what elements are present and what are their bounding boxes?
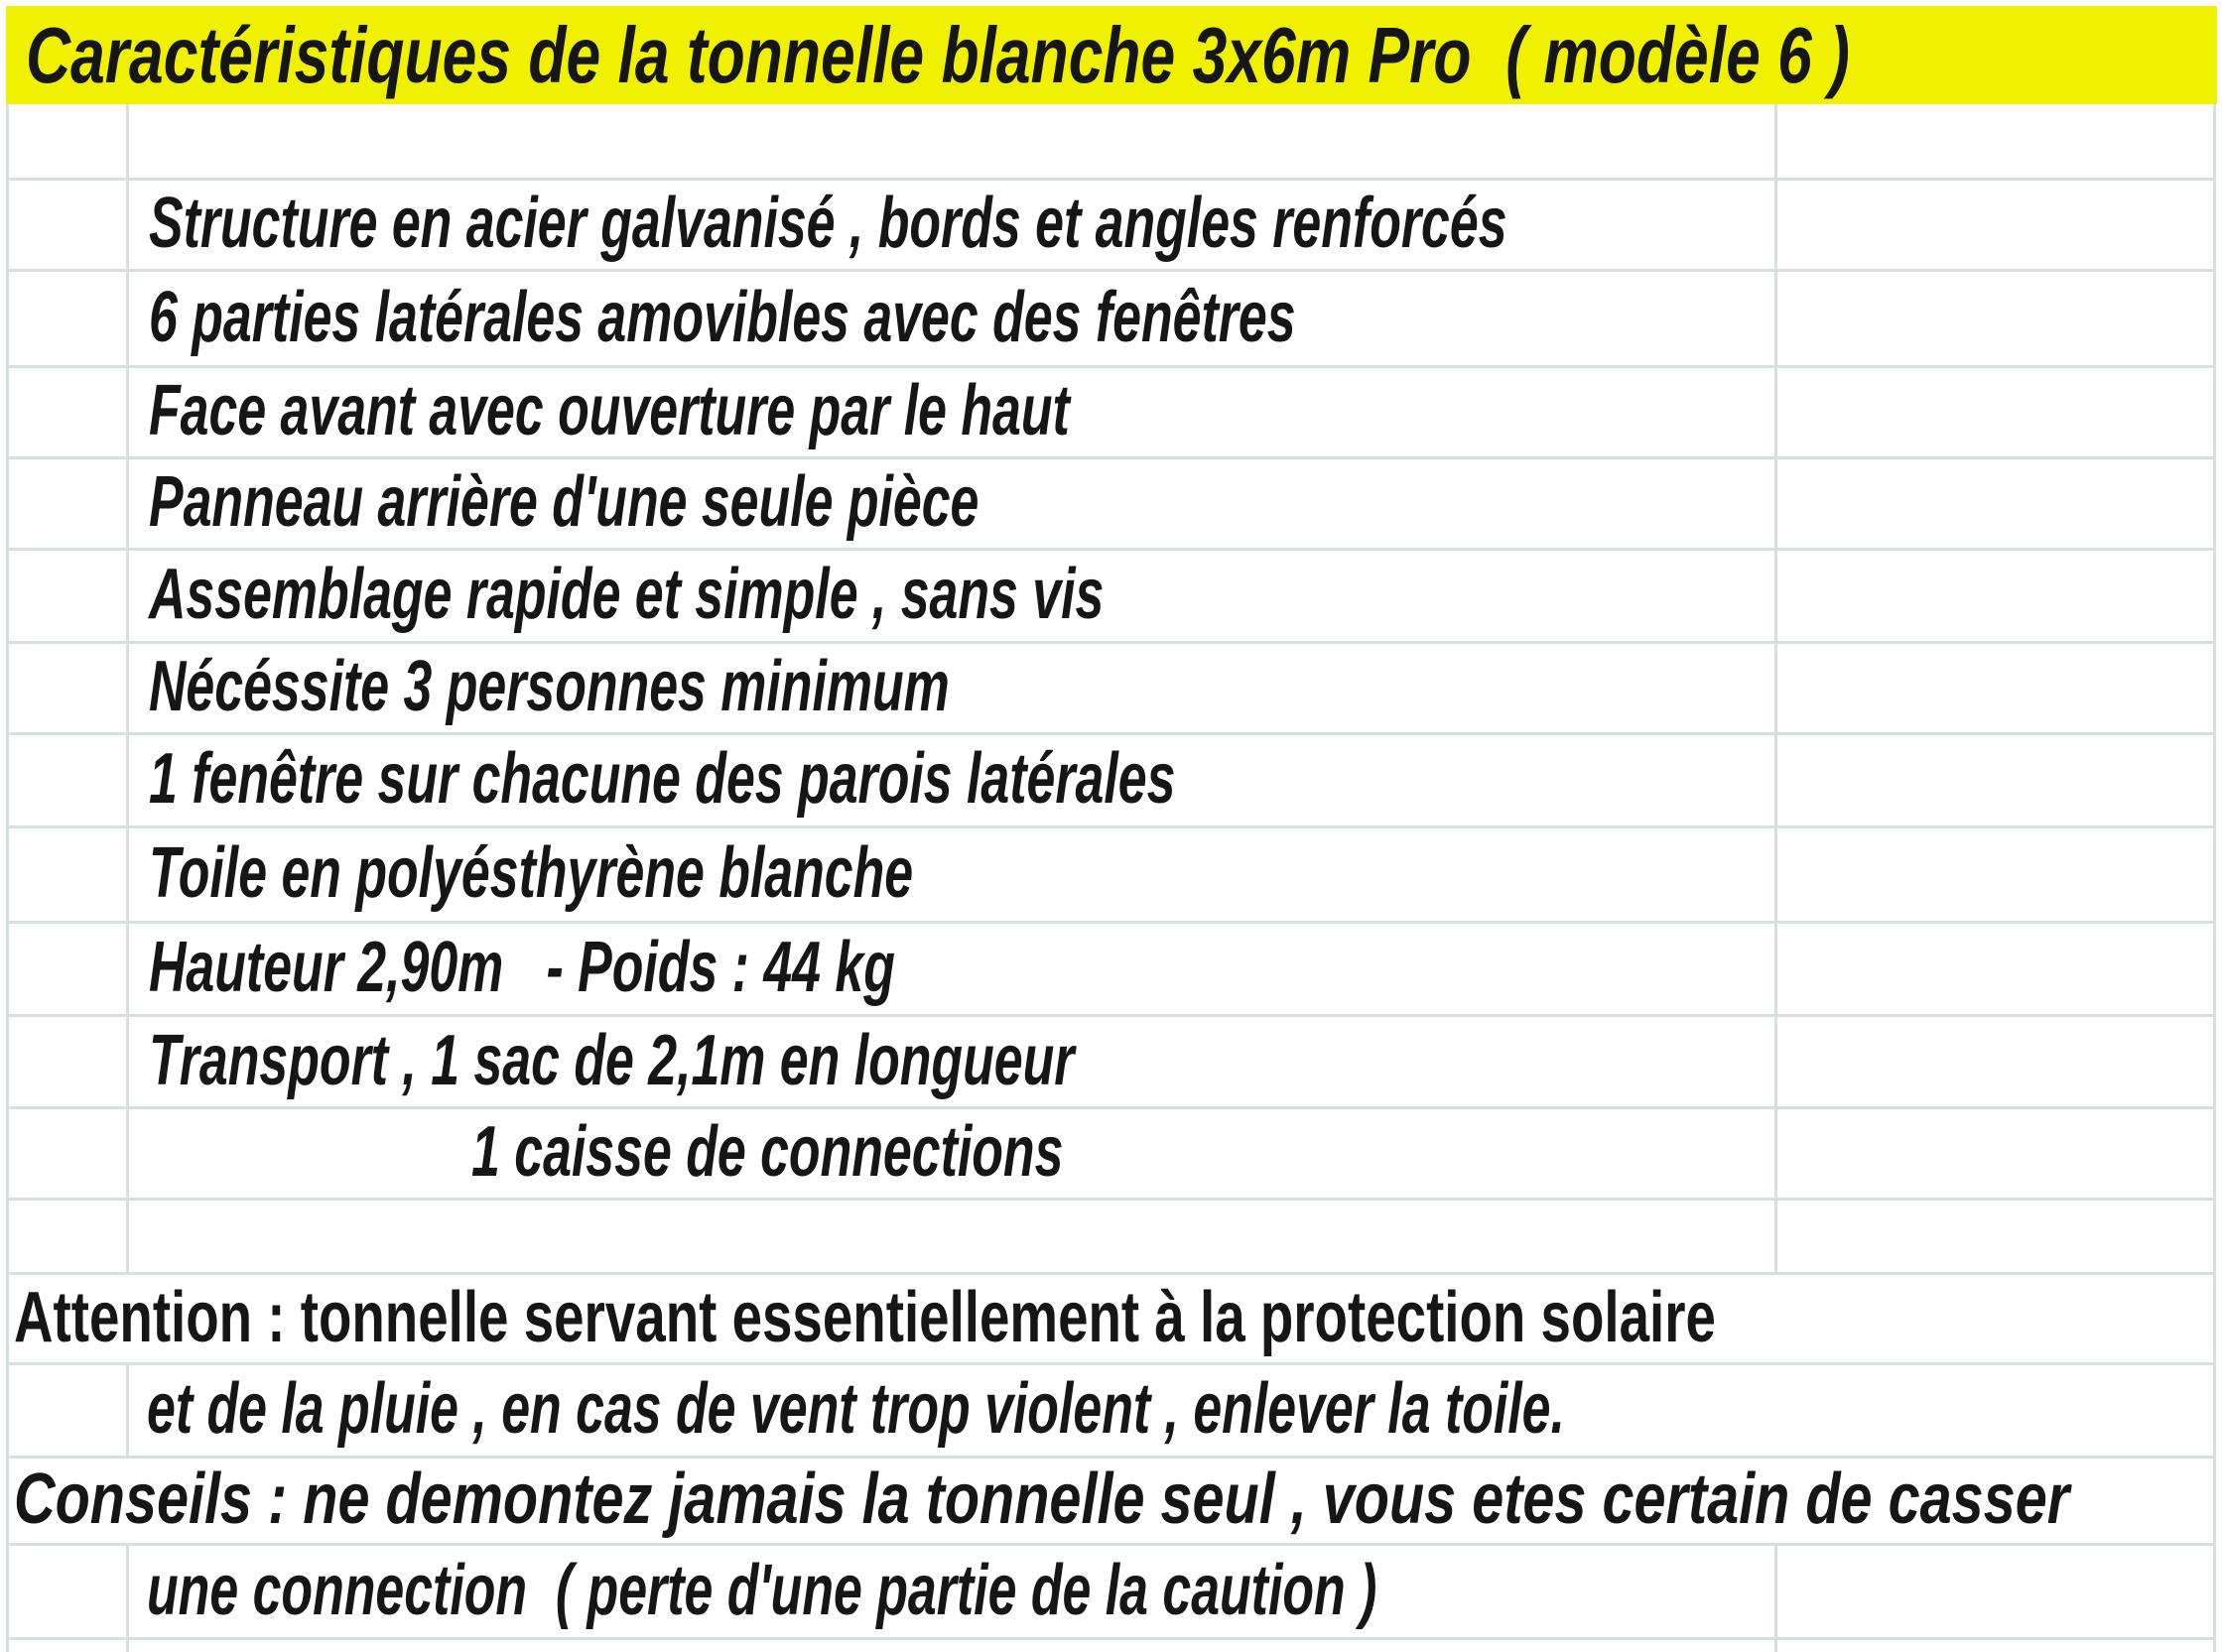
cell-text: 6 parties latérales amovibles avec des fenêtres — [149, 277, 1296, 357]
row-feature-assembly[interactable] — [0, 548, 2222, 641]
cell-text: Panneau arrière d'une seule pièce — [149, 462, 980, 542]
cell-text: Structure en acier galvanisé , bords et angles renforcés — [149, 184, 1507, 263]
empty-row[interactable] — [0, 107, 2222, 177]
cell-text: 1 fenêtre sur chacune des parois latérales — [149, 739, 1176, 819]
row-advice-conseils[interactable] — [0, 1456, 2222, 1543]
cell-text: Nécéssite 3 personnes minimum — [149, 647, 950, 726]
cell-text: Hauteur 2,90m - Poids : 44 kg — [149, 928, 895, 1007]
row-warning-attention-line2[interactable] — [0, 1362, 2222, 1456]
cell-text: Assemblage rapide et simple , sans vis — [149, 555, 1105, 634]
cell-text: 1 caisse de connections — [471, 1112, 1064, 1192]
row-feature-rear-panel[interactable] — [0, 456, 2222, 548]
title-cell[interactable] — [6, 6, 2217, 104]
row-advice-conseils-line2[interactable] — [0, 1543, 2222, 1637]
row-feature-height-weight[interactable] — [0, 921, 2222, 1014]
cell-text: Conseils : ne demontez jamais la tonnelle seul , vous etes certain de casser — [14, 1460, 2070, 1539]
row-warning-attention[interactable] — [0, 1272, 2222, 1362]
row-feature-transport[interactable] — [0, 1014, 2222, 1106]
page-title: Caractéristiques de la tonnelle blanche 3x6m Pro ( modèle 6 ) — [26, 10, 1850, 99]
cell-text: Attention : tonnelle servant essentiellement à la protection solaire — [14, 1277, 1716, 1357]
row-feature-people-required[interactable] — [0, 641, 2222, 732]
row-feature-windows[interactable] — [0, 732, 2222, 826]
cell-text: Toile en polyésthyrène blanche — [149, 833, 914, 913]
cell-text: une connection ( perte d'une partie de la caution ) — [147, 1550, 1377, 1630]
row-feature-front-opening[interactable] — [0, 365, 2222, 456]
cell-text: et de la pluie , en cas de vent trop violent , enlever la toile. — [147, 1369, 1565, 1449]
row-feature-side-panels[interactable] — [0, 269, 2222, 365]
row-feature-structure[interactable] — [0, 178, 2222, 269]
empty-row[interactable] — [0, 1640, 2222, 1652]
row-feature-connections-box[interactable] — [0, 1106, 2222, 1198]
cell-text: Face avant avec ouverture par le haut — [149, 371, 1070, 450]
empty-row[interactable] — [0, 1201, 2222, 1270]
row-feature-canvas[interactable] — [0, 826, 2222, 921]
cell-text: Transport , 1 sac de 2,1m en longueur — [149, 1020, 1075, 1100]
